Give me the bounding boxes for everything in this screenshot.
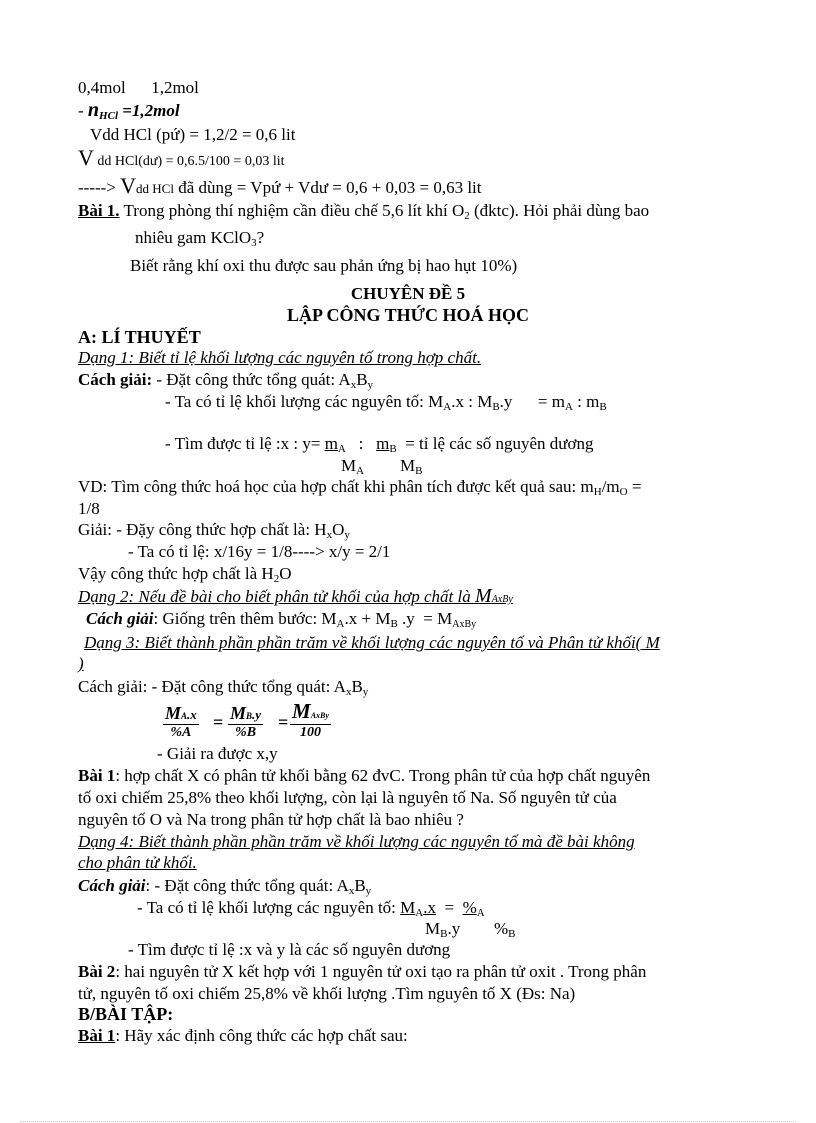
subscript: y [344, 529, 350, 541]
text: đã dùng = Vpứ + Vdư = 0,6 + 0,03 = 0,63 lit [173, 178, 482, 197]
denominator [494, 919, 516, 944]
fraction [163, 703, 199, 741]
text: : hợp chất X có phân tử khối bằng 62 đvC. Trong phân tử của hợp chất nguyên [115, 766, 651, 785]
text: Vậy công thức hợp chất là H [78, 564, 274, 583]
subscript: A [337, 443, 346, 455]
text: % [462, 898, 477, 917]
text: Biết rằng khí oxi thu được sau phản ứng bị hao hụt 10%) [130, 256, 518, 275]
text-line [135, 228, 264, 253]
text: nhiêu gam KClO [135, 228, 252, 247]
text-line: - Giải ra được x,y [157, 744, 278, 763]
exercise-label: Bài 1 [78, 766, 116, 785]
denominator: %B [235, 725, 257, 740]
subscript: 2 [273, 573, 280, 585]
text: Giải: - Đặy công thức hợp chất là: H [78, 520, 327, 539]
text: - Đặt công thức tổng quát: A [152, 370, 351, 389]
text: : [345, 434, 377, 453]
page-edge-divider [20, 1121, 796, 1122]
subscript: x [348, 885, 355, 897]
label: Cách giải: [78, 370, 153, 389]
text: /m [601, 477, 620, 496]
text-line [78, 173, 482, 199]
text-line [78, 78, 199, 98]
subscript: y [365, 885, 372, 897]
text: ? [256, 228, 265, 247]
text-line: - Ta có tỉ lệ: x/16y = 1/8----> x/y = 2/1 [128, 542, 391, 561]
numerator [325, 434, 346, 453]
text: Trong phòng thí nghiệm cần điều chế 5,6 lít khí O [119, 201, 465, 220]
label: Cách giải [86, 609, 154, 628]
text: M [475, 585, 492, 607]
label: Cách giải [78, 876, 146, 895]
form-heading: Dạng 1: Biết tỉ lệ khối lượng các nguyên tố trong hợp chất. [78, 348, 482, 367]
exercise-label: Bài 2 [78, 962, 116, 981]
text: Cách giải: - Đặt công thức tổng quát: A [78, 677, 346, 696]
numerator [228, 703, 263, 725]
text: - Ta có tỉ lệ khối lượng các nguyên tố: M [165, 392, 444, 411]
text-line [78, 477, 641, 502]
text: B [354, 876, 366, 895]
exercise-line [78, 201, 649, 226]
text: .y = m [499, 392, 565, 411]
text: .y [447, 919, 461, 938]
exercise-line [78, 766, 650, 786]
text: : - Đặt công thức tổng quát: A [145, 876, 349, 895]
subscript: y [362, 686, 369, 698]
text-line [165, 392, 607, 417]
text: = [627, 477, 642, 496]
text: .x [187, 707, 197, 722]
equals-sign: = [213, 712, 224, 732]
subscript: A [564, 401, 573, 413]
text: = [435, 898, 463, 917]
text: O [332, 520, 345, 539]
form-heading: cho phân tử khối. [78, 853, 197, 872]
subscript: A [476, 907, 485, 919]
text: dd HCl [136, 181, 174, 196]
subscript: x [350, 379, 357, 391]
subscript: AxBy [310, 711, 329, 720]
denominator: %A [170, 725, 192, 740]
subscript: A [181, 711, 188, 721]
subscript: B [492, 401, 500, 413]
subscript: 2 [464, 210, 470, 222]
subscript: y [367, 379, 374, 391]
text: - [78, 101, 88, 120]
text: M [292, 699, 311, 723]
text: .y = M [397, 609, 453, 628]
formula: n [87, 99, 100, 121]
text: = tỉ lệ các số nguyên dương [396, 434, 594, 453]
text-line [78, 145, 285, 172]
text: =1,2mol [118, 101, 180, 120]
numerator [400, 898, 436, 917]
text: (đktc). Hỏi phải dùng bao [469, 201, 650, 220]
text-line [165, 434, 594, 459]
text: V [120, 173, 137, 198]
text-line [130, 256, 517, 276]
subscript: B [415, 465, 423, 477]
text-line [90, 125, 295, 145]
fraction [290, 699, 331, 741]
form-heading [78, 586, 513, 610]
text: M [230, 703, 247, 723]
form-heading [84, 633, 660, 653]
text: % [494, 919, 509, 938]
text: Dạng 2: Nếu đề bài cho biết phân tử khối của hợp chất là [78, 587, 476, 606]
subscript: B [246, 711, 253, 721]
form-heading: Dạng 4: Biết thành phần phần trăm về khối lượng các nguyên tố mà đề bài không [78, 832, 635, 851]
text: - Ta có tỉ lệ khối lượng các nguyên tố: [137, 898, 401, 917]
subscript: B [508, 928, 516, 940]
text: dd HCl(dư) = 0,6.5/100 = 0,03 lit [93, 154, 285, 169]
fraction [228, 703, 263, 741]
equals-sign: = [278, 712, 289, 732]
subscript: H [593, 486, 602, 498]
subscript: AxBy [452, 619, 477, 630]
text: -----> [78, 178, 121, 197]
numerator [163, 703, 199, 725]
form-heading [78, 654, 84, 674]
section-heading: A: LÍ THUYẾT [78, 327, 201, 347]
text: M [341, 456, 357, 475]
text: Vdd HCl (pứ) = 1,2/2 = 0,6 lit [90, 125, 296, 144]
text-line [78, 100, 180, 126]
subscript: O [619, 486, 628, 498]
text: : Giống trên thêm bước: M [153, 609, 337, 628]
text: V [78, 145, 94, 170]
subscript: A [336, 618, 345, 630]
subscript: B [599, 401, 607, 413]
text: Dạng 3: Biết thành phần phần trăm về khối lượng các nguyên tố và Phân tử khối( M [84, 633, 660, 652]
text: VD: Tìm công thức hoá học của hợp chất khi phân tích được kết quả sau: m [78, 477, 594, 496]
text-line: tử, nguyên tố oxi chiếm 25,8% về khối lượng .Tìm nguyên tố X (Đs: Na) [78, 984, 576, 1003]
numerator [290, 699, 331, 725]
denominator: 100 [299, 725, 321, 740]
exercise-label: Bài 1. [78, 201, 120, 220]
text: M [400, 456, 416, 475]
text: M [165, 703, 182, 723]
text: - Tìm được tỉ lệ :x : y= [165, 434, 325, 453]
subscript: x [326, 529, 333, 541]
text: .x : M [451, 392, 493, 411]
text: .x [423, 898, 436, 917]
numerator [376, 434, 397, 453]
text: .x + M [344, 609, 391, 628]
subscript: B [440, 928, 448, 940]
text: .y [252, 707, 262, 722]
chapter-title: LẬP CÔNG THỨC HOÁ HỌC [286, 305, 529, 325]
text: M [400, 898, 416, 917]
text: m [376, 434, 390, 453]
subscript: B [389, 443, 397, 455]
text-line: - Tìm được tỉ lệ :x và y là các số nguyên dương [128, 940, 451, 959]
numerator [463, 898, 485, 917]
exercise-line [78, 1026, 408, 1046]
text: 0,4mol 1,2mol [78, 78, 199, 97]
text: : Hãy xác định công thức các hợp chất sau: [115, 1026, 408, 1045]
subscript: A [415, 907, 424, 919]
subscript: A [356, 465, 365, 477]
text: ) [78, 654, 84, 673]
subscript: HCl [99, 110, 118, 122]
subscript: B [390, 618, 398, 630]
text: : m [572, 392, 600, 411]
subscript: A [443, 401, 452, 413]
exercise-line [78, 962, 646, 982]
section-heading: B/BÀI TẬP: [78, 1004, 174, 1024]
text-line: nguyên tố O và Na trong phân tử hợp chất là bao nhiêu ? [78, 810, 464, 829]
text-line: 1/8 [78, 499, 100, 518]
exercise-label: Bài 1 [78, 1026, 116, 1045]
text: B [351, 677, 363, 696]
text-line: tố oxi chiếm 25,8% theo khối lượng, còn lại là nguyên tố Na. Số nguyên tử của [78, 788, 617, 807]
text: M [425, 919, 441, 938]
subscript: 3 [251, 237, 257, 249]
text: m [324, 434, 338, 453]
text: O [279, 564, 292, 583]
subscript: AxBy [491, 594, 513, 605]
chapter-heading: CHUYÊN ĐỀ 5 [350, 284, 466, 303]
subscript: x [345, 686, 352, 698]
text-line [86, 609, 476, 635]
text: B [356, 370, 368, 389]
text: : hai nguyên tử X kết hợp với 1 nguyên tử oxi tạo ra phân tử oxit . Trong phân [115, 962, 647, 981]
